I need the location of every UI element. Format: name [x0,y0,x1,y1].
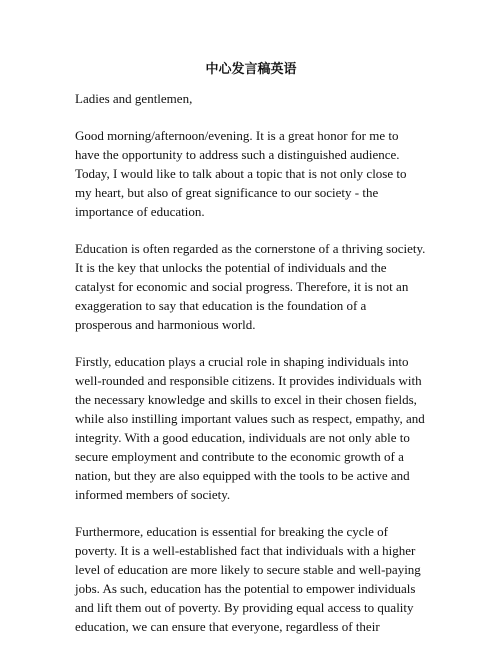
text-line: Good morning/afternoon/evening. It is a great honor for me to [75,128,399,143]
document-body [75,89,426,654]
text-line: informed members of society. [75,487,231,502]
text-line: nation, but they are also equipped with the tools to be active and [75,468,410,483]
document-title: 中心发言稿英语 [205,61,297,76]
text-line: prosperous and harmonious world. [75,317,256,332]
text-line: secure employment and contribute to the economic growth of a [75,449,404,464]
paragraph-greeting [75,89,415,108]
text-line: Firstly, education plays a crucial role in shaping individuals into [75,354,409,369]
text-line: Ladies and gentlemen, [75,91,193,106]
text-line: Furthermore, education is essential for breaking the cycle of [75,524,388,539]
text-line: poverty. It is a well-established fact that individuals with a higher [75,543,416,558]
text-line: education, we can ensure that everyone, regardless of their [75,619,380,634]
text-line: have the opportunity to address such a distinguished audience. [75,147,400,162]
paragraph-poverty [75,522,421,636]
paragraph-cornerstone [75,239,426,334]
text-line: well-rounded and responsible citizens. It provides individuals with [75,373,422,388]
text-line: and lift them out of poverty. By providing equal access to quality [75,600,414,615]
paragraph-citizens [75,352,425,504]
text-line: It is the key that unlocks the potential of individuals and the [75,260,387,275]
text-line: my heart, but also of great significance to our society - the [75,185,379,200]
text-line: exaggeration to say that education is the foundation of a [75,298,367,313]
text-line: Today, I would like to talk about a topic that is not only close to [75,166,407,181]
text-line: level of education are more likely to secure stable and well-paying [75,562,421,577]
text-line: Education is often regarded as the cornerstone of a thriving society. [75,241,426,256]
text-line: while also instilling important values such as respect, empathy, and [75,411,425,426]
text-line: importance of education. [75,204,205,219]
text-line: the necessary knowledge and skills to excel in their chosen fields, [75,392,417,407]
paragraph-introduction [75,126,415,221]
text-line: jobs. As such, education has the potential to empower individuals [75,581,416,596]
text-line: catalyst for economic and social progress. Therefore, it is not an [75,279,409,294]
text-line: integrity. With a good education, individuals are not only able to [75,430,410,445]
